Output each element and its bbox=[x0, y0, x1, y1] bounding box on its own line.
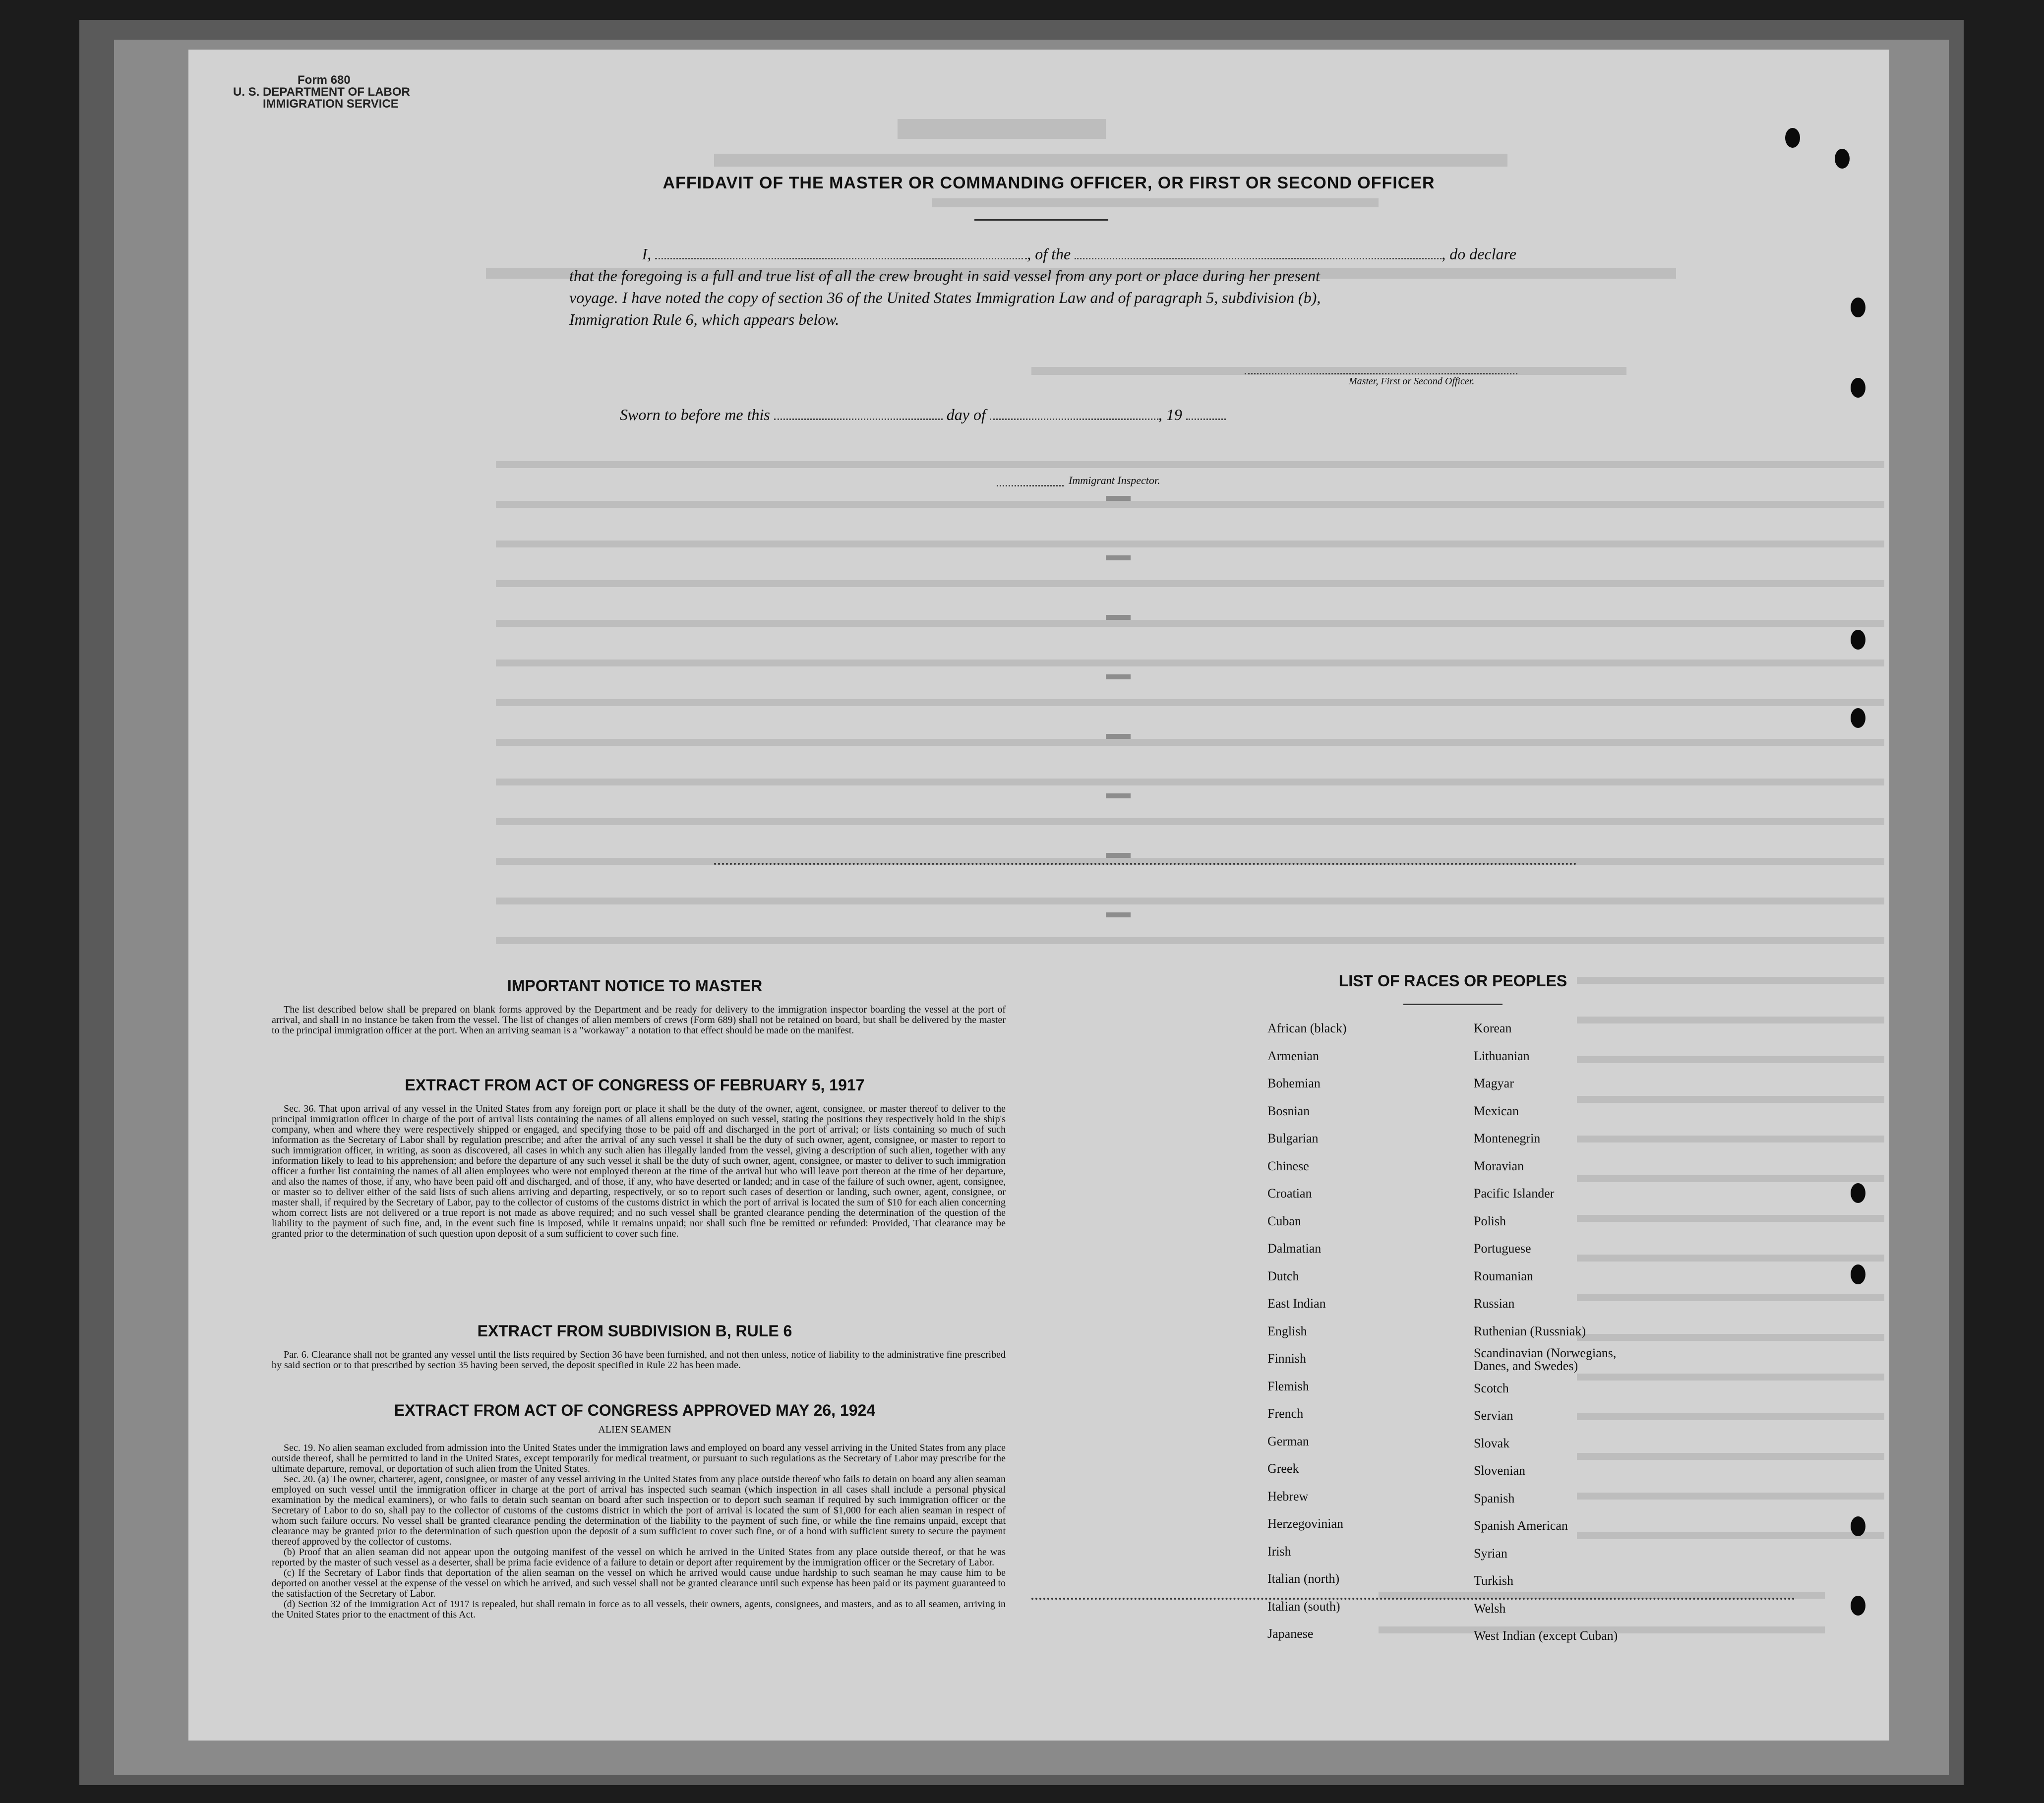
race-item: Hebrew bbox=[1267, 1489, 1309, 1503]
race-item: Italian (north) bbox=[1267, 1571, 1340, 1586]
race-item: Russian bbox=[1474, 1296, 1515, 1311]
binder-hole bbox=[1851, 1516, 1865, 1536]
race-item: Syrian bbox=[1474, 1546, 1507, 1561]
race-item: Korean bbox=[1474, 1021, 1512, 1035]
race-item: Roumanian bbox=[1474, 1268, 1533, 1283]
race-item: Ruthenian (Russniak) bbox=[1474, 1323, 1586, 1338]
race-item: Polish bbox=[1474, 1213, 1506, 1228]
binder-hole bbox=[1851, 1264, 1865, 1284]
department-name: U. S. DEPARTMENT OF LABOR bbox=[233, 85, 410, 99]
race-item: Cuban bbox=[1267, 1213, 1301, 1228]
binder-hole bbox=[1851, 630, 1865, 650]
act-1924-text bbox=[272, 1443, 1006, 1620]
race-item: Japanese bbox=[1267, 1626, 1314, 1641]
race-item: Armenian bbox=[1267, 1048, 1319, 1063]
race-item: Irish bbox=[1267, 1544, 1291, 1559]
race-item: Croatian bbox=[1267, 1186, 1312, 1201]
race-item: German bbox=[1267, 1434, 1309, 1448]
race-item: Italian (south) bbox=[1267, 1599, 1340, 1614]
affidavit-line-4: Immigration Rule 6, which appears below. bbox=[569, 310, 840, 328]
binder-hole bbox=[1851, 378, 1865, 398]
binder-hole bbox=[1851, 1183, 1865, 1203]
race-item: Greek bbox=[1267, 1461, 1299, 1476]
race-item: Spanish American bbox=[1474, 1518, 1568, 1533]
act-1917-text bbox=[272, 1104, 1006, 1239]
signature-line bbox=[1245, 373, 1517, 374]
race-item: French bbox=[1267, 1406, 1304, 1421]
act-1917-title: EXTRACT FROM ACT OF CONGRESS OF FEBRUARY 5, 1917 bbox=[405, 1076, 865, 1094]
affidavit-line-2: that the foregoing is a full and true list of all the crew brought in said vessel from any port or place during her present bbox=[569, 267, 1320, 285]
race-item: Dalmatian bbox=[1267, 1241, 1322, 1256]
race-item: English bbox=[1267, 1323, 1307, 1338]
race-item: Slovak bbox=[1474, 1436, 1510, 1450]
race-item: Servian bbox=[1474, 1408, 1513, 1423]
inspector-label: Immigrant Inspector. bbox=[1069, 474, 1160, 486]
race-item: Chinese bbox=[1267, 1158, 1309, 1173]
races-left-column bbox=[1267, 1015, 1347, 1648]
signature-label: Master, First or Second Officer. bbox=[1349, 376, 1475, 387]
race-item: Spanish bbox=[1474, 1491, 1515, 1505]
sworn-text-c: , 19 bbox=[1158, 406, 1182, 423]
races-title-underline bbox=[1403, 1004, 1503, 1005]
race-item: Montenegrin bbox=[1474, 1131, 1541, 1145]
form-number: Form 680 bbox=[298, 73, 351, 87]
race-item: Slovenian bbox=[1474, 1463, 1525, 1478]
race-item: Bulgarian bbox=[1267, 1131, 1319, 1145]
affidavit-text bbox=[569, 243, 1516, 330]
race-item: Flemish bbox=[1267, 1379, 1309, 1393]
race-item: Welsh bbox=[1474, 1601, 1506, 1616]
paragraph-6: Par. 6. Clearance shall not be granted any vessel until the lists required by Section 36 have been furnished, and not then unless, notice of liability to the administrative fine prescribed by said section or to that prescribed by section 35 having been served, the deposit specified in Rule 22 has been made. bbox=[272, 1349, 1006, 1371]
race-item: Magyar bbox=[1474, 1076, 1514, 1090]
race-item: Pacific Islander bbox=[1474, 1186, 1555, 1201]
affidavit-declare: , do declare bbox=[1442, 245, 1516, 263]
affidavit-of-the: , of the bbox=[1027, 245, 1071, 263]
dotted-leader-row bbox=[1031, 1598, 1795, 1600]
binder-hole bbox=[1851, 1596, 1865, 1616]
service-name: IMMIGRATION SERVICE bbox=[263, 97, 399, 111]
section-20d-paragraph: (d) Section 32 of the Immigration Act of 1917 is repealed, but shall remain in force as to all vessels, their owners, agents, consignees, and masters, and as to all seamen, arriving in the United States prior to the enactment of this Act. bbox=[272, 1599, 1006, 1620]
race-item: West Indian (except Cuban) bbox=[1474, 1628, 1618, 1643]
day-blank bbox=[774, 407, 943, 420]
race-item: African (black) bbox=[1267, 1021, 1347, 1035]
sworn-statement bbox=[620, 406, 1226, 424]
race-item: Portuguese bbox=[1474, 1241, 1531, 1256]
race-item: Finnish bbox=[1267, 1351, 1307, 1366]
affidavit-i: I, bbox=[642, 245, 652, 263]
rule-6-text bbox=[272, 1350, 1006, 1371]
race-item: East Indian bbox=[1267, 1296, 1326, 1311]
race-item: Bohemian bbox=[1267, 1076, 1321, 1090]
notice-paragraph: The list described below shall be prepared on blank forms approved by the Department and be ready for delivery to the immigration inspector boarding the vessel at the port of arrival, and shall in no instance be taken from the vessel. The list of changes of alien members of crews (Form 689) shall not be retained on board, but shall be delivered by the master to the principal immigration officer at the port. When an arriving seaman is a "workaway" a notation to that effect should be made on the manifest. bbox=[272, 1004, 1006, 1036]
year-blank bbox=[1186, 407, 1226, 420]
act-1924-title: EXTRACT FROM ACT OF CONGRESS APPROVED MAY 26, 1924 bbox=[394, 1401, 876, 1419]
sworn-text-b: day of bbox=[946, 406, 986, 423]
notice-title: IMPORTANT NOTICE TO MASTER bbox=[507, 977, 763, 995]
affidavit-line-3: voyage. I have noted the copy of section 36 of the United States Immigration Law and of paragraph 5, subdivision (b), bbox=[569, 289, 1321, 306]
race-item: Bosnian bbox=[1267, 1103, 1310, 1118]
binder-hole bbox=[1785, 128, 1800, 148]
section-19-paragraph: Sec. 19. No alien seaman excluded from admission into the United States under the immigration laws and employed on board any vessel arriving in the United States from any place outside thereof, shall be permitted to land in the United States, except temporarily for medical treatment, or pursuant to such regulations as the Secretary of Labor may prescribe for the ultimate departure, removal, or deportation of such alien from the United States. bbox=[272, 1442, 1006, 1474]
binder-hole bbox=[1851, 708, 1865, 728]
sworn-text-a: Sworn to before me this bbox=[620, 406, 770, 423]
race-item: Scandinavian (Norwegians, Danes, and Swedes) bbox=[1474, 1346, 1617, 1373]
alien-seamen-subtitle: ALIEN SEAMEN bbox=[598, 1424, 671, 1435]
month-blank bbox=[990, 407, 1158, 420]
name-blank bbox=[655, 246, 1027, 259]
binder-hole bbox=[1835, 149, 1850, 169]
binder-hole bbox=[1851, 298, 1865, 317]
section-20c-paragraph: (c) If the Secretary of Labor finds that deportation of the alien seaman on the vessel on which he arrived would cause undue hardship to such seaman he may cause him to be deported on another vessel at the expense of the vessel on which he arrived, and such vessel shall not be granted clearance until such expense has been paid or its payment guaranteed to the satisfaction of the Secretary of Labor. bbox=[272, 1567, 1006, 1599]
race-item: Herzegovinian bbox=[1267, 1516, 1344, 1531]
races-title: LIST OF RACES OR PEOPLES bbox=[1338, 972, 1567, 990]
race-item: Dutch bbox=[1267, 1268, 1299, 1283]
dotted-leader-row bbox=[714, 863, 1577, 865]
race-item: Mexican bbox=[1474, 1103, 1519, 1118]
inspector-line bbox=[997, 485, 1064, 486]
title-underline bbox=[974, 219, 1108, 221]
notice-text bbox=[272, 1005, 1006, 1036]
rule-6-title: EXTRACT FROM SUBDIVISION B, RULE 6 bbox=[477, 1322, 792, 1340]
section-36-paragraph: Sec. 36. That upon arrival of any vessel in the United States from any foreign port or place it shall be the duty of the owner, agent, consignee, or master thereof to deliver to the principal immigration officer in charge of the port of arrival lists containing the names of all aliens employed on such vessel, stating the positions they respectively hold in the ship's company, when and where they were respectively shipped or engaged, and specifying those to be paid off and discharged in the port of arrival; or lists containing so much of such information as the Secretary of Labor shall by regulation prescribe; and after the arrival of any such vessel it shall be the duty of such owner, agent, consignee, or master to report to such immigration officer, in writing, as soon as discovered, all cases in which any such alien has illegally landed from the vessel, giving a description of such alien, together with any information likely to lead to his apprehension; and before the departure of any such vessel it shall be the duty of such owner, agent, consignee, or master to deliver to such immigration officer a further list containing the names of all alien employees who were not employed thereon at the time of the arrival but who will leave port thereon at the time of her departure, and also the names of those, if any, who have been paid off and discharged, and of those, if any, who have deserted or landed; and in case of the failure of such owner, agent, consignee, or master so to deliver either of the said lists of such aliens arriving and departing, respectively, or so to report such cases of desertion or landing, such owner, agent, consignee, or master shall, if required by the Secretary of Labor, pay to the collector of customs of the customs district in which the port of arrival is located the sum of $10 for each alien concerning whom correct lists are not delivered or a true report is not made as above required; and no such vessel shall be granted clearance pending the determination of the question of the liability to the payment of such fine, and, in the event such fine is imposed, while it remains unpaid; nor shall such fine be remitted or refunded: Provided, That clearance may be granted prior to the determination of such question upon deposit of a sum sufficient to cover such fine. bbox=[272, 1103, 1006, 1239]
section-20b-paragraph: (b) Proof that an alien seaman did not appear upon the outgoing manifest of the vessel on which he arrived in the United States from any place outside thereof, or that he was reported by the master of such vessel as a deserter, shall be prima facie evidence of a failure to detain or deport after requirement by the immigration officer or the Secretary of Labor. bbox=[272, 1547, 1006, 1568]
affidavit-title: AFFIDAVIT OF THE MASTER OR COMMANDING OFFICER, OR FIRST OR SECOND OFFICER bbox=[662, 174, 1435, 192]
races-right-column bbox=[1474, 1015, 1652, 1650]
section-20a-paragraph: Sec. 20. (a) The owner, charterer, agent, consignee, or master of any vessel arriving in the United States from any place outside thereof who fails to detain on board any alien seaman employed on such vessel until the immigration officer in charge at the port of arrival has inspected such seaman (which inspection in all cases shall include a personal physical examination by the medical examiners), or who fails to detain such seaman on board after such inspection or to deport such seaman if required by such immigration officer or the Secretary of Labor to do so, shall pay to the collector of customs of the customs district in which the port of arrival is located the sum of $1,000 for each alien seaman in respect of whom such failure occurs. No vessel shall be granted clearance pending the determination of the liability to the payment of such fine, or while the fine remains unpaid, except that clearance may be granted prior to the determination of such question upon the deposit of a sum sufficient to cover such fine, or of a bond with sufficient surety to secure the payment thereof approved by the collector of customs. bbox=[272, 1474, 1006, 1547]
vessel-blank bbox=[1075, 246, 1442, 259]
race-item: Lithuanian bbox=[1474, 1048, 1530, 1063]
form-identifier bbox=[233, 74, 410, 110]
race-item: Moravian bbox=[1474, 1158, 1524, 1173]
race-item: Scotch bbox=[1474, 1381, 1509, 1395]
race-item: Turkish bbox=[1474, 1573, 1513, 1588]
